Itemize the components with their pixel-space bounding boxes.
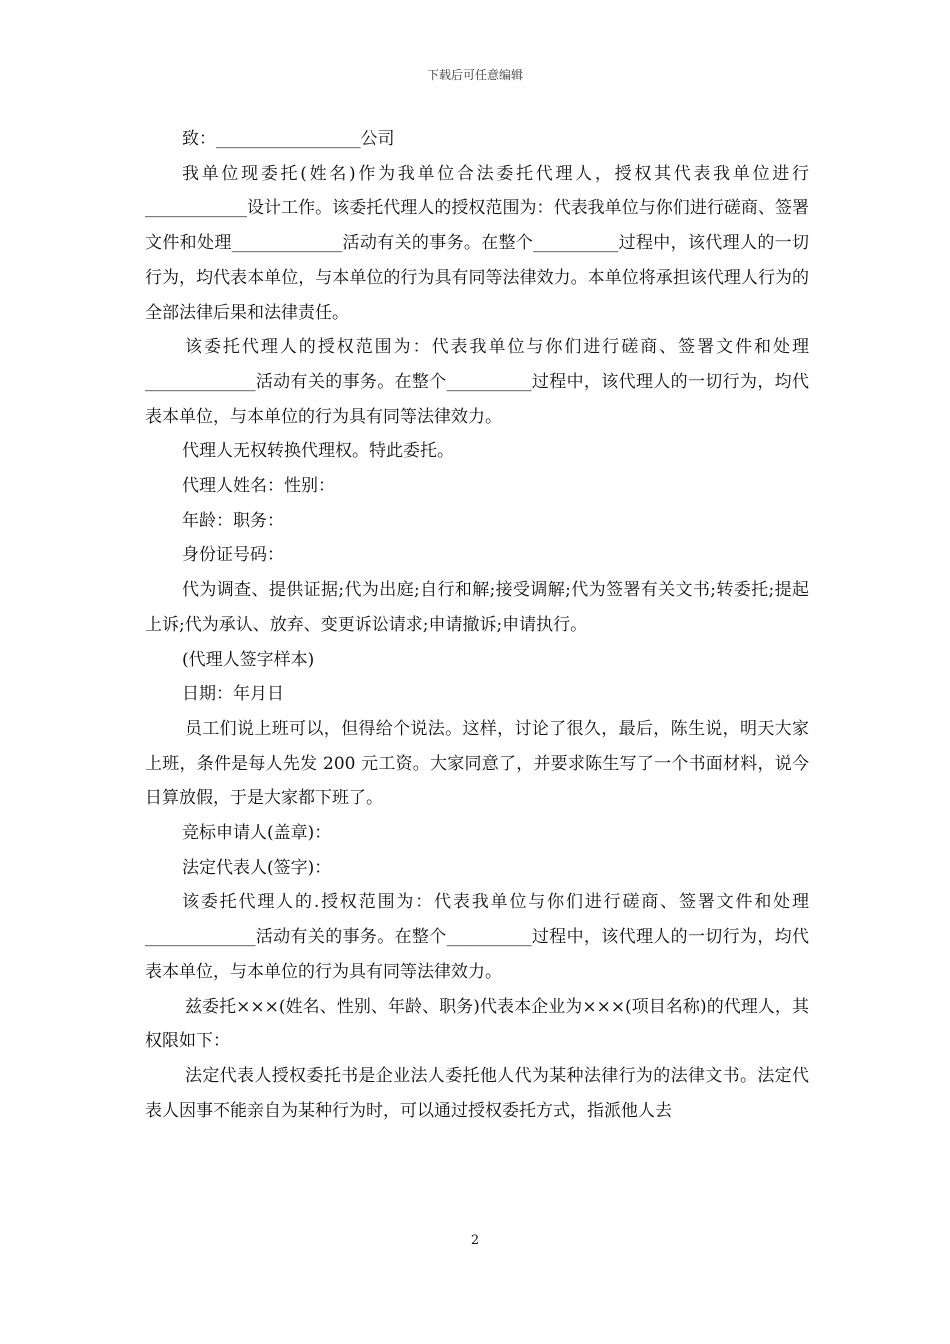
page-number: 2 — [470, 1233, 480, 1248]
paragraph-entrustment: 我单位现委托(姓名)作为我单位合法委托代理人，授权其代表我单位进行____________设计工作。该委托代理人的授权范围为：代表我单位与你们进行磋商、签署文件和处理_____________活动有关的事务。在整个__________过程中，该代理人的一切行为，均代表本单位，与本单位的行为具有同等法律效力。本单位将承担该代理人行为的全部法律后果和法律责任。 — [145, 163, 809, 323]
signature-sample-label: (代理人签字样本) — [182, 649, 315, 670]
field-id-number: 身份证号码： — [182, 545, 284, 566]
paragraph-hereby-entrust: 兹委托×××(姓名、性别、年龄、职务)代表本企业为×××(项目名称)的代理人，其权限如下： — [145, 996, 809, 1052]
paragraph-employees: 员工们说上班可以，但得给个说法。这样，讨论了很久，最后，陈生说，明天大家上班，条件是每人先发 200 元工资。大家同意了，并要求陈生写了一个书面材料，说今日算放假，于是大家都下班了。 — [145, 718, 809, 809]
document-body — [145, 122, 809, 1128]
paragraph-authority-scope: 该委托代理人的授权范围为：代表我单位与你们进行磋商、签署文件和处理_____________活动有关的事务。在整个__________过程中，该代理人的一切行为，均代表本单位，与本单位的行为具有同等法律效力。 — [145, 337, 809, 427]
paragraph-authority-scope-2: 该委托代理人的.授权范围为：代表我单位与你们进行磋商、签署文件和处理_____________活动有关的事务。在整个__________过程中，该代理人的一切行为，均代表本单位，与本单位的行为具有同等法律效力。 — [145, 892, 809, 982]
field-legal-rep-signature: 法定代表人(签字)： — [182, 857, 332, 878]
page-header: 下载后可任意编辑 — [426, 68, 523, 82]
paragraph-powers-list: 代为调查、提供证据;代为出庭;自行和解;接受调解;代为签署有关文书;转委托;提起上诉;代为承认、放弃、变更诉讼请求;申请撤诉;申请执行。 — [145, 580, 809, 635]
field-date: 日期：年月日 — [182, 684, 284, 705]
field-bidder-seal: 竞标申请人(盖章)： — [182, 823, 332, 844]
paragraph-definition: 法定代表人授权委托书是企业法人委托他人代为某种法律行为的法律文书。法定代表人因事不能亲自为某种行为时，可以通过授权委托方式，指派他人去 — [145, 1065, 809, 1121]
field-age-position: 年龄：职务： — [182, 510, 284, 531]
paragraph-no-transfer: 代理人无权转换代理权。特此委托。 — [182, 441, 454, 462]
field-agent-name-gender: 代理人姓名：性别： — [182, 476, 335, 497]
salutation: 致：_________________公司 — [182, 129, 395, 149]
